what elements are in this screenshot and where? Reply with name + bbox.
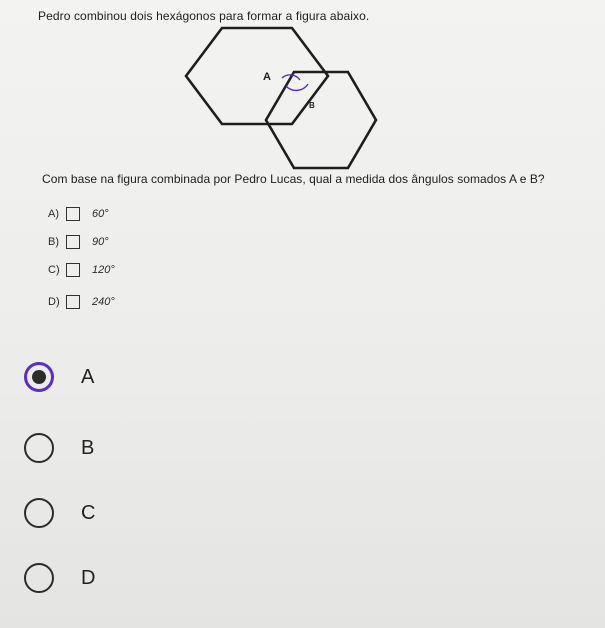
question-intro: Pedro combinou dois hexágonos para formar a figura abaixo. (38, 9, 370, 23)
choice-label[interactable]: C (81, 501, 96, 524)
radio-button[interactable] (24, 563, 54, 593)
angle-b-arc (286, 84, 308, 90)
answer-choices (0, 340, 605, 620)
radio-button[interactable] (24, 498, 54, 528)
option-letter: B) (48, 236, 59, 248)
option-checkbox (66, 235, 80, 249)
left-hexagon (186, 28, 328, 124)
hexagon-figure (182, 26, 392, 174)
option-value: 60° (92, 208, 109, 220)
choice-label[interactable]: B (81, 436, 95, 459)
option-letter: D) (48, 296, 60, 308)
option-row-d (48, 292, 115, 312)
option-value: 240° (92, 296, 115, 308)
option-row-b (48, 232, 109, 252)
option-letter: A) (48, 208, 59, 220)
option-value: 90° (92, 236, 109, 248)
option-row-a (48, 204, 109, 224)
label-b: B (309, 101, 315, 110)
choice-a[interactable] (24, 357, 94, 397)
radio-button[interactable] (24, 433, 54, 463)
choice-b[interactable] (24, 428, 94, 468)
option-checkbox (66, 295, 80, 309)
option-letter: C) (48, 264, 60, 276)
label-a: A (263, 71, 271, 83)
question-prompt: Com base na figura combinada por Pedro Lucas, qual a medida dos ângulos somados A e B? (42, 172, 545, 186)
option-checkbox (66, 263, 80, 277)
radio-button-selected[interactable] (24, 362, 54, 392)
choice-label[interactable]: D (81, 566, 96, 589)
option-row-c (48, 260, 115, 280)
choice-c[interactable] (24, 493, 95, 533)
option-value: 120° (92, 264, 115, 276)
radio-dot (32, 370, 46, 384)
option-checkbox (66, 207, 80, 221)
choice-label[interactable]: A (81, 365, 95, 388)
choice-d[interactable] (24, 558, 95, 598)
